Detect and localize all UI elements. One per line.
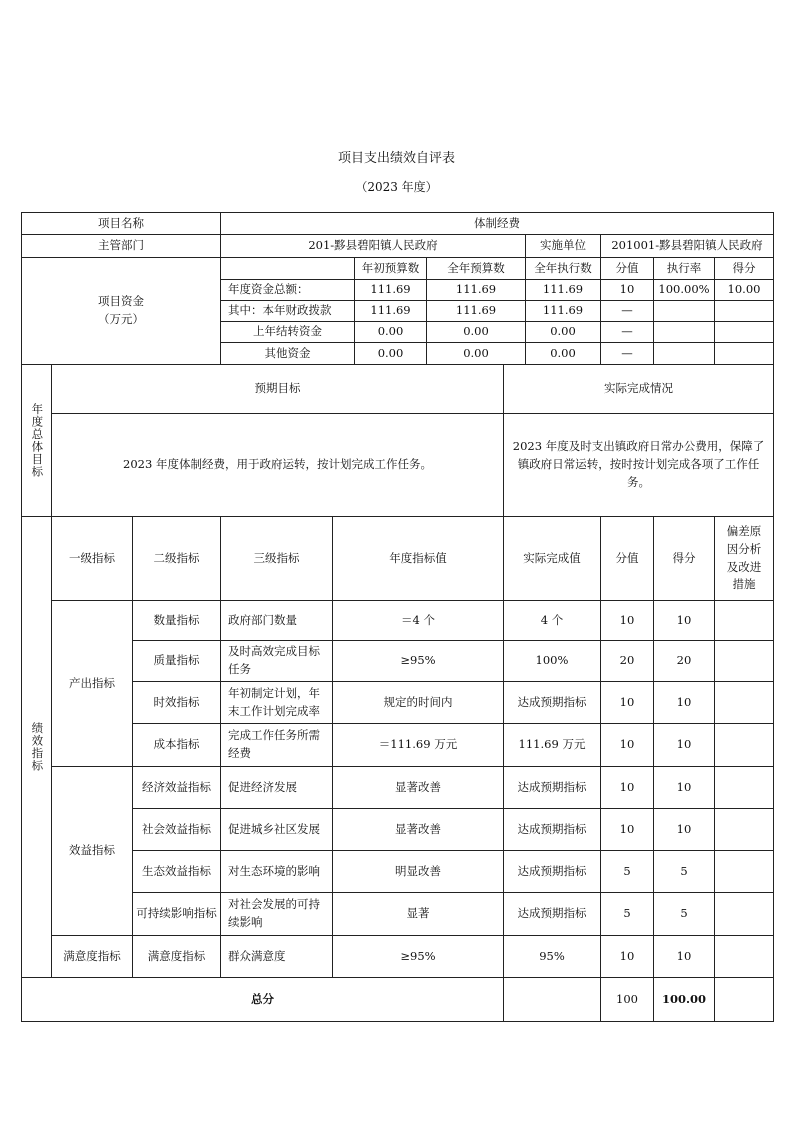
indicator-level3: 促进经济发展: [220, 766, 333, 809]
indicator-level3: 年初制定计划，年末工作计划完成率: [220, 681, 333, 724]
indicator-level2: 质量指标: [132, 640, 221, 682]
indicator-target: 规定的时间内: [332, 681, 504, 724]
funds-rate: [653, 342, 715, 365]
indicator-weight: 5: [600, 892, 654, 936]
funds-annual-budget: 111.69: [426, 279, 526, 301]
indicator-header-level2: 二级指标: [132, 516, 221, 601]
indicator-target: 显著改善: [332, 808, 504, 851]
indicator-target: 明显改善: [332, 850, 504, 893]
indicator-actual: 4 个: [503, 600, 601, 641]
indicator-level3: 及时高效完成目标任务: [220, 640, 333, 682]
indicator-reason: [714, 935, 774, 978]
indicator-target: 显著改善: [332, 766, 504, 809]
dept-value: 201-黟县碧阳镇人民政府: [220, 234, 526, 258]
indicator-level2: 满意度指标: [132, 935, 221, 978]
indicator-level3: 促进城乡社区发展: [220, 808, 333, 851]
funds-header-0: 年初预算数: [354, 257, 427, 280]
indicators-side: [21, 516, 52, 978]
project-name-label: 项目名称: [21, 212, 221, 235]
indicator-weight: 20: [600, 640, 654, 682]
indicator-score: 10: [653, 600, 715, 641]
funds-score: [714, 300, 774, 322]
funds-annual-budget: 111.69: [426, 300, 526, 322]
goals-side-label: 年度总体目标: [30, 403, 45, 478]
funds-header-3: 分值: [600, 257, 654, 280]
funds-initial-budget: 0.00: [354, 321, 427, 343]
indicator-group-satisfaction: 满意度指标: [51, 935, 133, 978]
funds-rate: [653, 300, 715, 322]
indicator-score: 10: [653, 935, 715, 978]
indicator-score: 10: [653, 808, 715, 851]
indicator-actual: 111.69 万元: [503, 723, 601, 767]
page-title: 项目支出绩效自评表: [337, 151, 455, 166]
indicator-group-benefit: 效益指标: [51, 766, 133, 936]
indicator-header-weight: 分值: [600, 516, 654, 601]
funds-weight: 10: [600, 279, 654, 301]
indicator-actual: 100%: [503, 640, 601, 682]
funds-annual-budget: 0.00: [426, 321, 526, 343]
funds-header-4: 执行率: [653, 257, 715, 280]
actual-goal-header: 实际完成情况: [503, 364, 774, 414]
indicator-weight: 5: [600, 850, 654, 893]
indicator-reason: [714, 723, 774, 767]
indicator-score: 5: [653, 892, 715, 936]
indicator-weight: 10: [600, 766, 654, 809]
indicator-header-score: 得分: [653, 516, 715, 601]
indicator-level2: 成本指标: [132, 723, 221, 767]
page-subtitle: （2023 年度）: [355, 180, 438, 194]
indicator-weight: 10: [600, 723, 654, 767]
indicator-header-level1: 一级指标: [51, 516, 133, 601]
funds-weight: —: [600, 321, 654, 343]
indicator-target: ＝111.69 万元: [332, 723, 504, 767]
funds-initial-budget: 111.69: [354, 300, 427, 322]
funds-rate: [653, 321, 715, 343]
funds-executed: 0.00: [525, 321, 601, 343]
total-reason: [714, 977, 774, 1022]
project-name-value: 体制经费: [220, 212, 774, 235]
dept-label: 主管部门: [21, 234, 221, 258]
indicator-level2: 可持续影响指标: [132, 892, 221, 936]
unit-value: 201001-黟县碧阳镇人民政府: [600, 234, 774, 258]
indicator-reason: [714, 766, 774, 809]
funds-executed: 0.00: [525, 342, 601, 365]
indicator-target: ≥95%: [332, 640, 504, 682]
indicator-score: 5: [653, 850, 715, 893]
indicator-actual: 达成预期指标: [503, 808, 601, 851]
funds-rate: 100.00%: [653, 279, 715, 301]
funds-header-1: 全年预算数: [426, 257, 526, 280]
indicator-level3: 完成工作任务所需经费: [220, 723, 333, 767]
funds-initial-budget: 0.00: [354, 342, 427, 365]
funds-header-blank: [220, 257, 355, 280]
funds-header-5: 得分: [714, 257, 774, 280]
indicator-score: 10: [653, 723, 715, 767]
indicator-reason: [714, 808, 774, 851]
indicator-header-reason: 偏差原因分析及改进措施: [714, 516, 774, 601]
indicator-actual: 达成预期指标: [503, 850, 601, 893]
indicator-score: 10: [653, 766, 715, 809]
funds-row-label: 年度资金总额：: [220, 279, 355, 301]
indicator-reason: [714, 640, 774, 682]
funds-row-label: 其中：本年财政拨款: [220, 300, 355, 322]
funds-score: [714, 321, 774, 343]
funds-label: 项目资金: [98, 294, 144, 309]
indicator-level2: 数量指标: [132, 600, 221, 641]
funds-weight: —: [600, 300, 654, 322]
indicator-actual: 达成预期指标: [503, 766, 601, 809]
funds-score: 10.00: [714, 279, 774, 301]
indicator-weight: 10: [600, 600, 654, 641]
indicator-header-level3: 三级指标: [220, 516, 333, 601]
total-score: 100.00: [653, 977, 715, 1022]
funds-label-cell: [21, 257, 221, 365]
indicator-level2: 生态效益指标: [132, 850, 221, 893]
indicator-actual: 达成预期指标: [503, 681, 601, 724]
indicator-score: 20: [653, 640, 715, 682]
indicator-reason: [714, 850, 774, 893]
indicator-group-output: 产出指标: [51, 600, 133, 767]
indicator-actual: 达成预期指标: [503, 892, 601, 936]
indicator-weight: 10: [600, 935, 654, 978]
indicator-level2: 经济效益指标: [132, 766, 221, 809]
total-label: 总分: [21, 977, 504, 1022]
funds-unit: （万元）: [98, 312, 144, 326]
indicator-actual: 95%: [503, 935, 601, 978]
funds-initial-budget: 111.69: [354, 279, 427, 301]
actual-goal-text: 2023 年度及时支出镇政府日常办公费用，保障了镇政府日常运转，按时按计划完成各项了工作任务。: [503, 413, 774, 517]
total-blank: [503, 977, 601, 1022]
goals-side: [21, 364, 52, 517]
indicator-level3: 政府部门数量: [220, 600, 333, 641]
indicator-target: 显著: [332, 892, 504, 936]
funds-row-label: 其他资金: [220, 342, 355, 365]
indicator-weight: 10: [600, 681, 654, 724]
indicator-header-actual: 实际完成值: [503, 516, 601, 601]
funds-row-label: 上年结转资金: [220, 321, 355, 343]
indicator-target: ＝4 个: [332, 600, 504, 641]
unit-label: 实施单位: [525, 234, 601, 258]
indicator-reason: [714, 892, 774, 936]
indicator-level3: 群众满意度: [220, 935, 333, 978]
indicators-side-label: 绩效指标: [30, 722, 45, 772]
funds-executed: 111.69: [525, 300, 601, 322]
indicator-reason: [714, 681, 774, 724]
indicator-level2: 时效指标: [132, 681, 221, 724]
expected-goal-text: 2023 年度体制经费，用于政府运转，按计划完成工作任务。: [51, 413, 504, 517]
expected-goal-header: 预期目标: [51, 364, 504, 414]
indicator-level3: 对社会发展的可持续影响: [220, 892, 333, 936]
funds-executed: 111.69: [525, 279, 601, 301]
indicator-reason: [714, 600, 774, 641]
indicator-target: ≥95%: [332, 935, 504, 978]
indicator-header-target: 年度指标值: [332, 516, 504, 601]
total-weight: 100: [600, 977, 654, 1022]
funds-header-2: 全年执行数: [525, 257, 601, 280]
funds-score: [714, 342, 774, 365]
indicator-level3: 对生态环境的影响: [220, 850, 333, 893]
funds-weight: —: [600, 342, 654, 365]
indicator-score: 10: [653, 681, 715, 724]
funds-annual-budget: 0.00: [426, 342, 526, 365]
indicator-level2: 社会效益指标: [132, 808, 221, 851]
indicator-weight: 10: [600, 808, 654, 851]
